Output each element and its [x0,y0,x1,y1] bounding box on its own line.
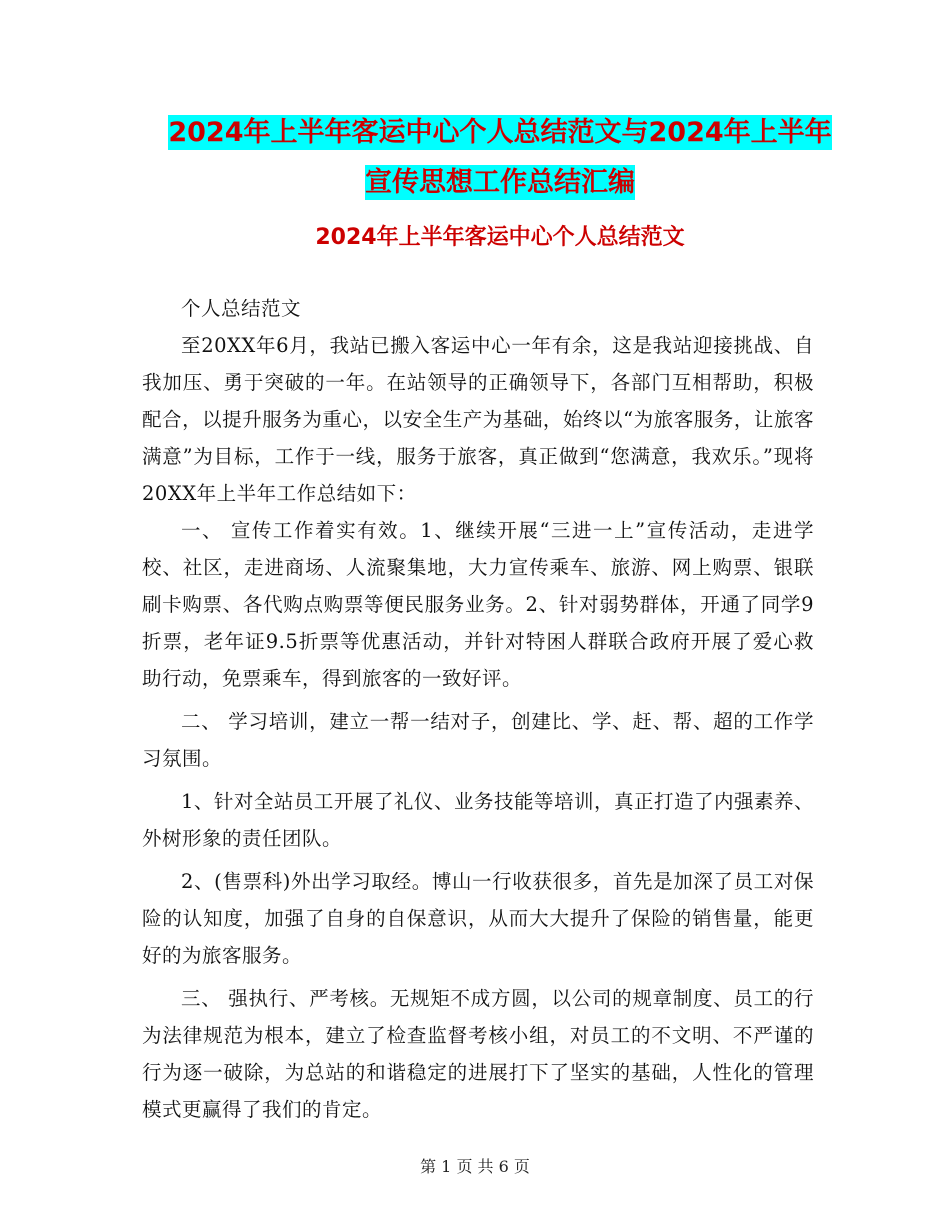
section-title: 2024年上半年客运中心个人总结范文 [315,225,685,250]
paragraph: 三、 强执行、严考核。无规矩不成方圆，以公司的规章制度、员工的行为法律规范为根本，建立了检查监督考核小组，对员工的不文明、不严谨的行为逐一破除，为总站的和谐稳定的进展打下了坚实的基础，人性化的管理模式更赢得了我们的肯定。 [142,987,814,1121]
document-title [120,108,880,208]
paragraph: 一、 宣传工作着实有效。1、继续开展“三进一上”宣传活动，走进学校、社区，走进商场、人流聚集地，大力宣传乘车、旅游、网上购票、银联刷卡购票、各代购点购票等便民服务业务。2、针对弱势群体，开通了同学9折票，老年证9.5折票等优惠活动，并针对特困人群联合政府开展了爱心救助行动，免票乘车，得到旅客的一致好评。 [142,519,814,690]
document-title-line-1: 2024年上半年客运中心个人总结范文与2024年上半年 [168,117,832,148]
paragraph: 2、(售票科)外出学习取经。博山一行收获很多，首先是加深了员工对保险的认知度，加强了自身的自保意识，从而大大提升了保险的销售量，能更好的为旅客服务。 [142,870,814,967]
paragraph: 1、针对全站员工开展了礼仪、业务技能等培训，真正打造了内强素养、外树形象的责任团队。 [142,790,814,850]
document-title-line-2: 宣传思想工作总结汇编 [365,167,635,198]
paragraph: 至20XX年6月，我站已搬入客运中心一年有余，这是我站迎接挑战、自我加压、勇于突破的一年。在站领导的正确领导下，各部门互相帮助，积极配合，以提升服务为重心，以安全生产为基础，始终以“为旅客服务，让旅客满意”为目标，工作于一线，服务于旅客，真正做到“您满意，我欢乐。”现将20XX年上半年工作总结如下： [142,334,814,505]
paragraph: 二、 学习培训，建立一帮一结对子，创建比、学、赶、帮、超的工作学习氛围。 [142,710,814,770]
document-body [142,290,814,1128]
paragraph: 个人总结范文 [181,297,302,320]
page-footer: 第 1 页 共 6 页 [420,1157,530,1176]
